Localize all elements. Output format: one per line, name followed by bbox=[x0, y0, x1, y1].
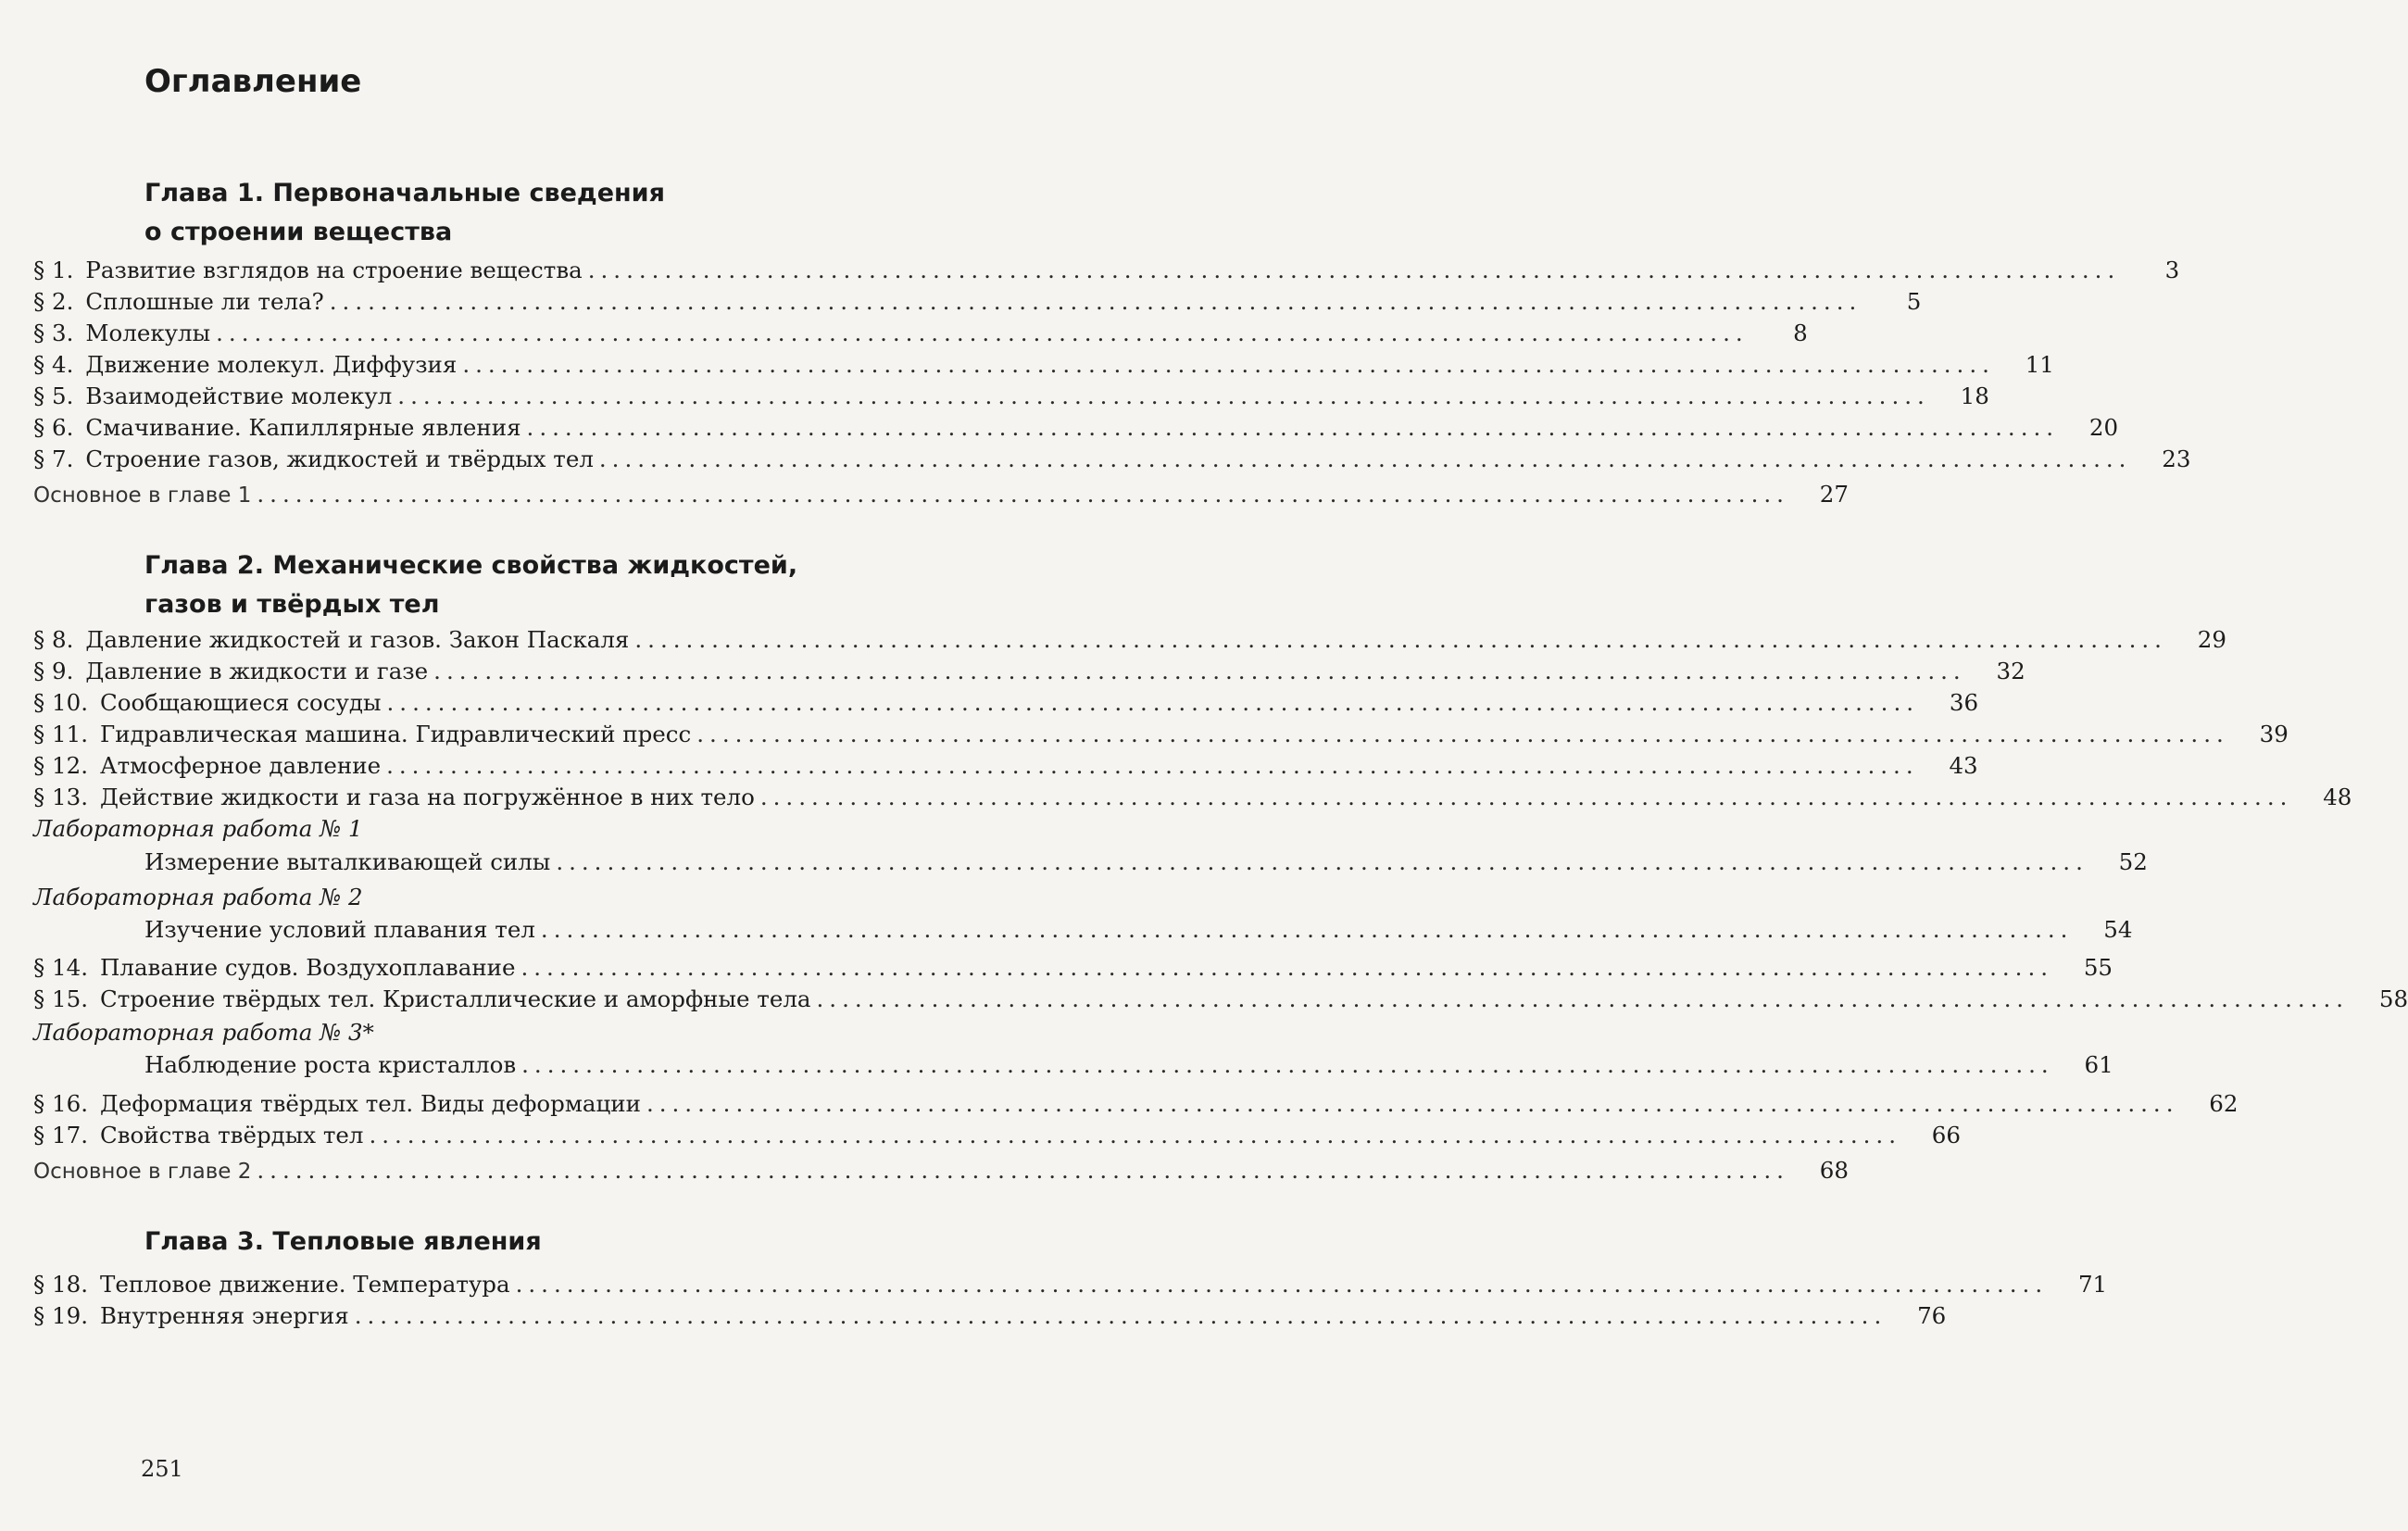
dot-leader: ........................................................................................................................ bbox=[433, 658, 1966, 684]
dot-leader: ........................................................................................................................ bbox=[329, 288, 1862, 315]
section-number: § 17. bbox=[33, 1122, 89, 1148]
dot-leader: ........................................................................................................................ bbox=[257, 1157, 1789, 1184]
chapter-title-line: газов и твёрдых тел bbox=[144, 590, 440, 619]
lab-title: Изучение условий плавания тел bbox=[144, 916, 535, 943]
section-title: Внутренняя энергия bbox=[100, 1302, 349, 1329]
dot-leader: ........................................................................................................................ bbox=[521, 1051, 2054, 1078]
page-ref: 20 bbox=[2088, 414, 2119, 441]
toc-entry-lab-1[interactable] bbox=[144, 847, 2148, 878]
section-title: Взаимодействие молекул bbox=[85, 383, 393, 409]
toc-entry-s5[interactable] bbox=[33, 381, 1989, 412]
toc-entry-s4[interactable] bbox=[33, 349, 2054, 381]
toc-entry-lab-3[interactable] bbox=[144, 1049, 2113, 1081]
page-ref: 61 bbox=[2084, 1051, 2113, 1078]
toc-entry-s17[interactable] bbox=[33, 1120, 1961, 1151]
page-ref: 54 bbox=[2103, 916, 2133, 943]
page-ref: 68 bbox=[1819, 1157, 1849, 1184]
toc-entry-s8[interactable] bbox=[33, 624, 2226, 656]
section-title: Молекулы bbox=[85, 320, 211, 346]
page-ref: 18 bbox=[1960, 383, 1989, 409]
dot-leader: ........................................................................................................................ bbox=[526, 414, 2060, 441]
section-title: Смачивание. Капиллярные явления bbox=[85, 414, 521, 441]
dot-leader: ........................................................................................................................ bbox=[386, 752, 1919, 779]
section-number: § 8. bbox=[33, 626, 74, 653]
chapter-2-title bbox=[144, 546, 797, 624]
page-number: 251 bbox=[141, 1456, 183, 1482]
section-title: Движение молекул. Диффузия bbox=[85, 351, 458, 378]
section-title: Свойства твёрдых тел bbox=[100, 1122, 364, 1148]
toc-entry-s15[interactable] bbox=[33, 984, 2408, 1015]
page-ref: 23 bbox=[2162, 445, 2191, 472]
summary-title: Основное в главе 1 bbox=[33, 483, 252, 508]
page-ref: 3 bbox=[2164, 257, 2180, 283]
lab-title: Измерение выталкивающей силы bbox=[144, 848, 551, 875]
section-number: § 6. bbox=[33, 414, 74, 441]
page-ref: 11 bbox=[2025, 351, 2054, 378]
section-title: Сообщающиеся сосуды bbox=[100, 689, 382, 716]
dot-leader: ........................................................................................................................ bbox=[462, 351, 1995, 378]
dot-leader: ........................................................................................................................ bbox=[646, 1090, 2179, 1117]
toc-entry-s12[interactable] bbox=[33, 750, 1978, 782]
section-number: § 3. bbox=[33, 320, 74, 346]
section-title: Строение газов, жидкостей и твёрдых тел bbox=[85, 445, 594, 472]
section-number: § 18. bbox=[33, 1271, 89, 1298]
toc-entry-s3[interactable] bbox=[33, 318, 1808, 349]
toc-entry-summary-1[interactable] bbox=[33, 479, 1849, 510]
dot-leader: ........................................................................................................................ bbox=[816, 985, 2350, 1012]
page-ref: 8 bbox=[1793, 320, 1808, 346]
page-ref: 27 bbox=[1819, 481, 1849, 508]
dot-leader: ........................................................................................................................ bbox=[556, 848, 2088, 875]
page-title: Оглавление bbox=[144, 63, 362, 100]
section-title: Атмосферное давление bbox=[100, 752, 382, 779]
toc-entry-s7[interactable] bbox=[33, 444, 2191, 475]
toc-entry-s18[interactable] bbox=[33, 1269, 2108, 1300]
dot-leader: ........................................................................................................................ bbox=[598, 445, 2132, 472]
page-ref: 66 bbox=[1931, 1122, 1961, 1148]
page-ref: 71 bbox=[2077, 1271, 2108, 1298]
dot-leader: ........................................................................................................................ bbox=[696, 721, 2229, 747]
chapter-title-line: Глава 1. Первоначальные сведения bbox=[144, 179, 665, 207]
toc-entry-s14[interactable] bbox=[33, 952, 2113, 984]
section-number: § 12. bbox=[33, 752, 89, 779]
section-title: Тепловое движение. Температура bbox=[100, 1271, 510, 1298]
section-number: § 16. bbox=[33, 1090, 89, 1117]
section-number: § 13. bbox=[33, 784, 89, 810]
toc-entry-summary-2[interactable] bbox=[33, 1155, 1849, 1186]
section-number: § 1. bbox=[33, 257, 74, 283]
lab-work-label: Лабораторная работа № 1 bbox=[33, 815, 363, 842]
section-number: § 19. bbox=[33, 1302, 89, 1329]
page-ref: 32 bbox=[1996, 658, 2025, 684]
section-title: Действие жидкости и газа на погружённое в них тело bbox=[100, 784, 755, 810]
dot-leader: ........................................................................................................................ bbox=[520, 954, 2054, 981]
section-number: § 11. bbox=[33, 721, 89, 747]
dot-leader: ........................................................................................................................ bbox=[515, 1271, 2049, 1298]
lab-work-label: Лабораторная работа № 3* bbox=[33, 1019, 374, 1046]
section-title: Строение твёрдых тел. Кристаллические и аморфные тела bbox=[100, 985, 811, 1012]
section-number: § 4. bbox=[33, 351, 74, 378]
dot-leader: ........................................................................................................................ bbox=[540, 916, 2074, 943]
toc-entry-lab-2[interactable] bbox=[144, 914, 2133, 946]
section-title: Развитие взглядов на строение вещества bbox=[85, 257, 583, 283]
chapter-1-title bbox=[144, 174, 665, 252]
page-ref: 36 bbox=[1949, 689, 1979, 716]
chapter-title-line: Глава 3. Тепловые явления bbox=[144, 1227, 542, 1256]
section-title: Гидравлическая машина. Гидравлический пресс bbox=[100, 721, 692, 747]
toc-entry-s2[interactable] bbox=[33, 286, 1922, 318]
dot-leader: ........................................................................................................................ bbox=[354, 1302, 1888, 1329]
summary-title: Основное в главе 2 bbox=[33, 1160, 252, 1184]
section-title: Сплошные ли тела? bbox=[85, 288, 324, 315]
toc-entry-s19[interactable] bbox=[33, 1300, 1947, 1332]
toc-entry-s10[interactable] bbox=[33, 687, 1979, 719]
page-ref: 48 bbox=[2323, 784, 2352, 810]
page-ref: 76 bbox=[1917, 1302, 1947, 1329]
dot-leader: ........................................................................................................................ bbox=[397, 383, 1930, 409]
dot-leader: ........................................................................................................................ bbox=[587, 257, 2121, 283]
dot-leader: ........................................................................................................................ bbox=[634, 626, 2167, 653]
section-number: § 10. bbox=[33, 689, 89, 716]
page-ref: 39 bbox=[2259, 721, 2289, 747]
toc-entry-s11[interactable] bbox=[33, 719, 2289, 750]
section-title: Давление в жидкости и газе bbox=[85, 658, 429, 684]
lab-title: Наблюдение роста кристаллов bbox=[144, 1051, 517, 1078]
section-title: Деформация твёрдых тел. Виды деформации bbox=[100, 1090, 641, 1117]
toc-entry-s1[interactable] bbox=[33, 255, 2180, 286]
toc-entry-s16[interactable] bbox=[33, 1088, 2239, 1120]
dot-leader: ........................................................................................................................ bbox=[386, 689, 1920, 716]
toc-entry-s13[interactable] bbox=[33, 782, 2352, 813]
section-number: § 7. bbox=[33, 445, 74, 472]
chapter-title-line: о строении вещества bbox=[144, 218, 453, 246]
dot-leader: ........................................................................................................................ bbox=[216, 320, 1749, 346]
page-ref: 29 bbox=[2197, 626, 2226, 653]
section-number: § 14. bbox=[33, 954, 89, 981]
section-number: § 15. bbox=[33, 985, 89, 1012]
page-ref: 58 bbox=[2378, 985, 2408, 1012]
chapter-title-line: Глава 2. Механические свойства жидкостей, bbox=[144, 551, 798, 580]
page-ref: 52 bbox=[2118, 848, 2148, 875]
toc-entry-s6[interactable] bbox=[33, 412, 2119, 444]
page-ref: 43 bbox=[1949, 752, 1978, 779]
page-ref: 5 bbox=[1906, 288, 1922, 315]
chapter-3-title bbox=[144, 1223, 542, 1261]
dot-leader: ........................................................................................................................ bbox=[369, 1122, 1901, 1148]
section-number: § 5. bbox=[33, 383, 74, 409]
toc-entry-s9[interactable] bbox=[33, 656, 2025, 687]
dot-leader: ........................................................................................................................ bbox=[759, 784, 2293, 810]
page-ref: 55 bbox=[2083, 954, 2113, 981]
section-number: § 9. bbox=[33, 658, 74, 684]
section-title: Плавание судов. Воздухоплавание bbox=[100, 954, 516, 981]
page-ref: 62 bbox=[2209, 1090, 2239, 1117]
lab-work-label: Лабораторная работа № 2 bbox=[33, 884, 363, 910]
section-number: § 2. bbox=[33, 288, 74, 315]
dot-leader: ........................................................................................................................ bbox=[257, 481, 1789, 508]
section-title: Давление жидкостей и газов. Закон Паскаля bbox=[85, 626, 630, 653]
